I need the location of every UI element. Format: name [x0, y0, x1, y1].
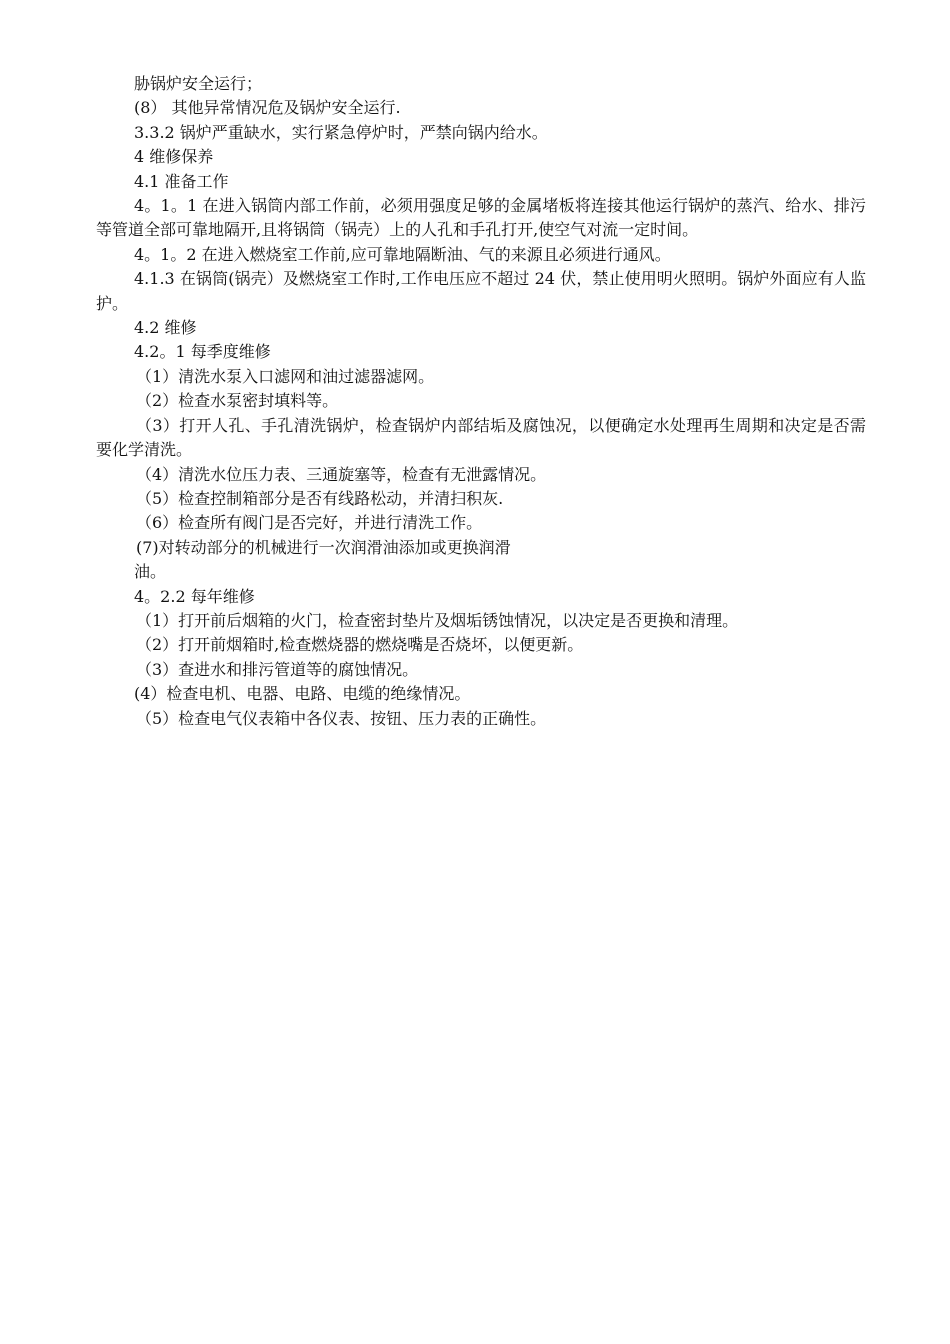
list-item: (7)对转动部分的机械进行一次润滑油添加或更换润滑: [136, 537, 511, 557]
list-item: （2）检查水泵密封填料等。: [136, 391, 339, 411]
paragraph: 4.1.3 在锅筒(锅壳）及燃烧室工作时,工作电压应不超过 24 伏，禁止使用明火照明。锅炉外面应有人监护。: [96, 269, 866, 313]
text-line: (8） 其他异常情况危及锅炉安全运行.: [134, 98, 401, 118]
paragraph: 4。1。1 在进入锅筒内部工作前，必须用强度足够的金属堵板将连接其他运行锅炉的蒸汽、给水、排污等管道全部可靠地隔开,且将锅筒（锅壳）上的人孔和手孔打开,使空气对流一定时间。: [96, 196, 866, 240]
list-item: （4）清洗水位压力表、三通旋塞等，检查有无泄露情况。: [136, 464, 547, 484]
list-item: （3）查进水和排污管道等的腐蚀情况。: [136, 659, 419, 679]
text-line: 3.3.2 锅炉严重缺水，实行紧急停炉时，严禁向锅内给水。: [134, 122, 548, 142]
section-heading: 4 维修保养: [134, 147, 214, 167]
list-item: （6）检查所有阀门是否完好，并进行清洗工作。: [136, 513, 483, 533]
list-item: （5）检查电气仪表箱中各仪表、按钮、压力表的正确性。: [136, 708, 547, 728]
list-item: (4）检查电机、电器、电路、电缆的绝缘情况。: [134, 684, 471, 704]
text-line: 4。1。2 在进入燃烧室工作前,应可靠地隔断油、气的来源且必须进行通风。: [134, 244, 671, 264]
text-line: 胁锅炉安全运行；: [134, 74, 263, 93]
subsection-heading: 4.2。1 每季度维修: [134, 342, 271, 362]
list-item: （2）打开前烟箱时,检查燃烧器的燃烧嘴是否烧坏，以便更新。: [136, 635, 584, 655]
list-item: （1）清洗水泵入口滤网和油过滤器滤网。: [136, 366, 435, 386]
list-item: （5）检查控制箱部分是否有线路松动，并清扫积灰.: [136, 488, 504, 508]
document-page: [96, 72, 866, 731]
list-item: （3）打开人孔、手孔清洗锅炉，检查锅炉内部结垢及腐蚀况，以便确定水处理再生周期和决定是否需要化学清洗。: [96, 415, 866, 460]
list-item: （1）打开前后烟箱的火门，检查密封垫片及烟垢锈蚀情况，以决定是否更换和清理。: [136, 610, 739, 630]
subsection-heading: 4.2 维修: [134, 318, 197, 338]
subsection-heading: 4.1 准备工作: [134, 171, 229, 191]
list-item-continuation: 油。: [134, 562, 167, 582]
subsection-heading: 4。2.2 每年维修: [134, 586, 255, 606]
